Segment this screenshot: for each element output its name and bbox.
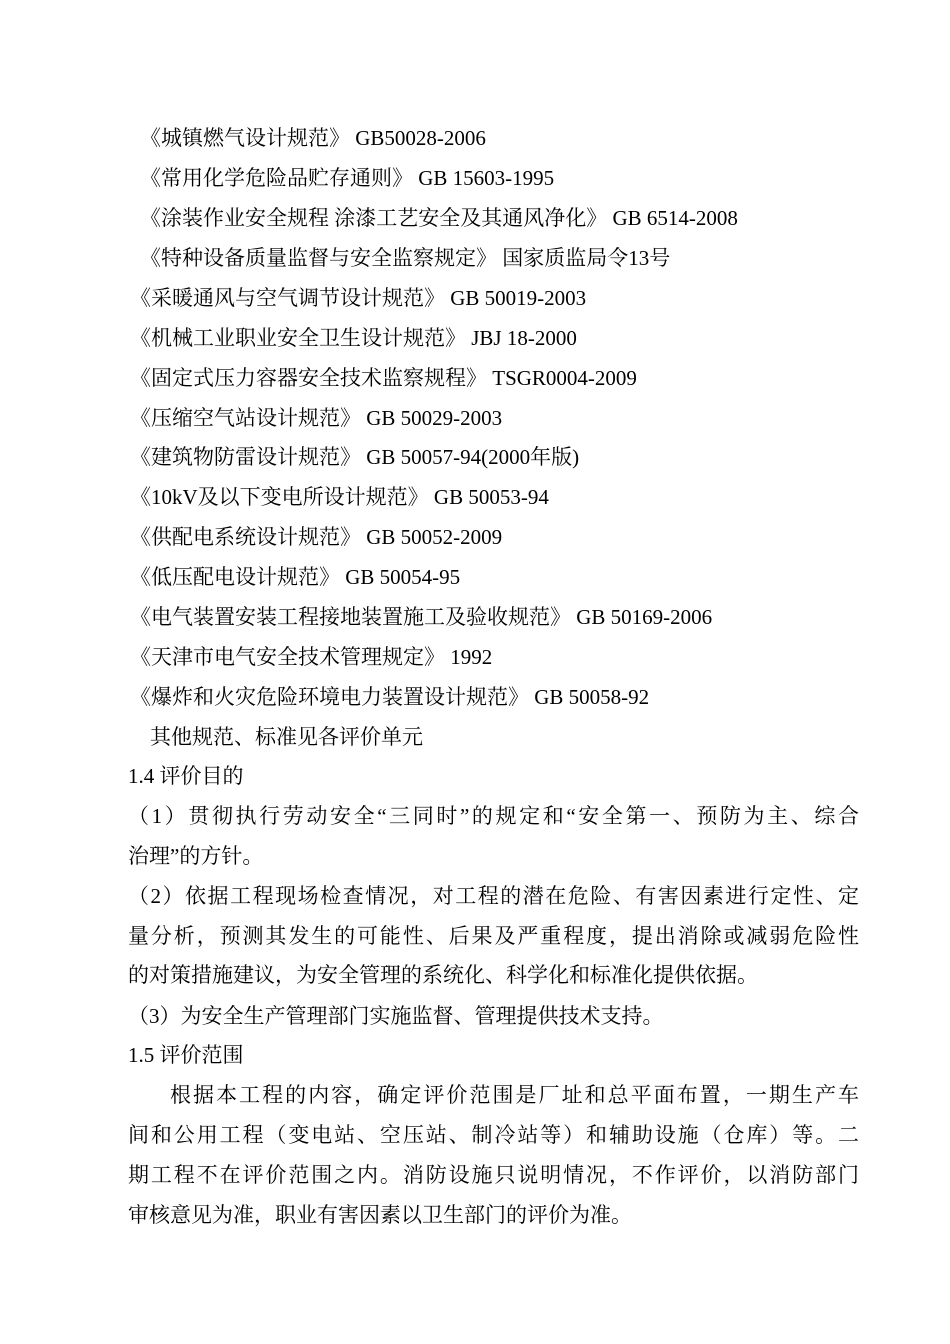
scope-paragraph-line: 期工程不在评价范围之内。消防设施只说明情况，不作评价，以消防部门 — [128, 1163, 859, 1187]
section-heading-1-5: 1.5 评价范围 — [128, 1043, 244, 1067]
reference-item: 《低压配电设计规范》 GB 50054-95 — [130, 565, 461, 589]
reference-item: 《机械工业职业安全卫生设计规范》 JBJ 18-2000 — [130, 326, 577, 350]
scope-paragraph-line: 审核意见为准，职业有害因素以卫生部门的评价为准。 — [128, 1203, 632, 1227]
reference-item: 《10kV及以下变电所设计规范》 GB 50053-94 — [130, 485, 549, 509]
reference-item: 《采暖通风与空气调节设计规范》 GB 50019-2003 — [130, 286, 587, 310]
reference-item: 《供配电系统设计规范》 GB 50052-2009 — [130, 525, 503, 549]
purpose-item-2-line: （2）依据工程现场检查情况，对工程的潜在危险、有害因素进行定性、定 — [128, 884, 859, 908]
purpose-item-1-line: 治理”的方针。 — [128, 844, 264, 868]
reference-item: 《建筑物防雷设计规范》 GB 50057-94(2000年版) — [130, 445, 580, 469]
section-heading-1-4: 1.4 评价目的 — [128, 764, 244, 788]
purpose-item-2-line: 量分析，预测其发生的可能性、后果及严重程度，提出消除或减弱危险性 — [128, 924, 859, 948]
reference-item: 《涂装作业安全规程 涂漆工艺安全及其通风净化》 GB 6514-2008 — [140, 206, 738, 230]
reference-item: 《特种设备质量监督与安全监察规定》 国家质监局令13号 — [140, 246, 671, 270]
reference-item: 《爆炸和火灾危险环境电力装置设计规范》 GB 50058-92 — [130, 685, 650, 709]
purpose-item-3: （3）为安全生产管理部门实施监督、管理提供技术支持。 — [128, 1004, 664, 1028]
reference-item: 《电气装置安装工程接地装置施工及验收规范》 GB 50169-2006 — [130, 605, 713, 629]
scope-paragraph-line: 间和公用工程（变电站、空压站、制冷站等）和辅助设施（仓库）等。二 — [128, 1123, 859, 1147]
scope-paragraph-line: 根据本工程的内容，确定评价范围是厂址和总平面布置，一期生产车 — [170, 1083, 859, 1107]
purpose-item-2-line: 的对策措施建议，为安全管理的系统化、科学化和标准化提供依据。 — [128, 963, 758, 987]
reference-item: 《常用化学危险品贮存通则》 GB 15603-1995 — [140, 166, 555, 190]
reference-item: 《天津市电气安全技术管理规定》 1992 — [130, 645, 493, 669]
reference-item: 《压缩空气站设计规范》 GB 50029-2003 — [130, 406, 503, 430]
reference-note: 其他规范、标准见各评价单元 — [150, 725, 423, 749]
reference-item: 《城镇燃气设计规范》 GB50028-2006 — [140, 126, 486, 150]
purpose-item-1-line: （1）贯彻执行劳动安全“三同时”的规定和“安全第一、预防为主、综合 — [128, 804, 859, 828]
reference-item: 《固定式压力容器安全技术监察规程》 TSGR0004-2009 — [130, 366, 637, 390]
